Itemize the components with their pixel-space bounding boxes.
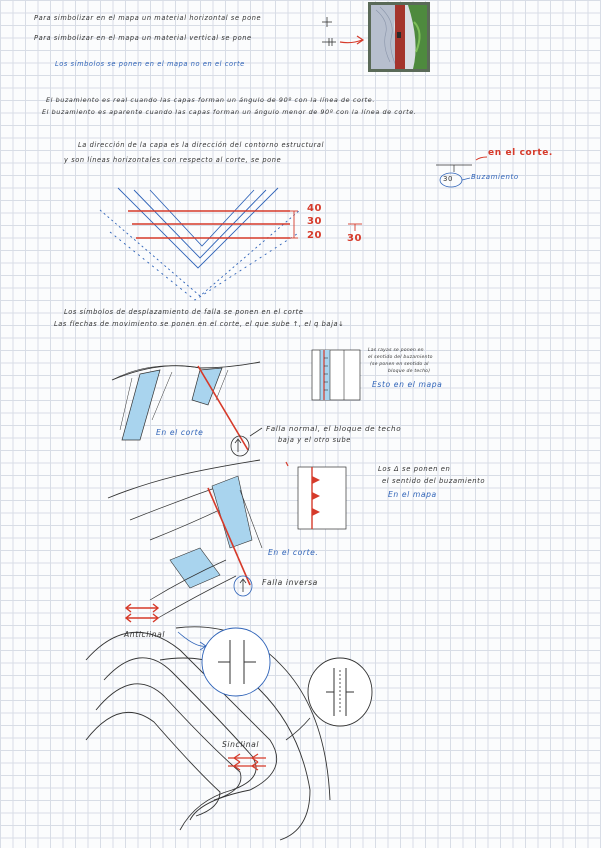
symbol-value-30: 30 [347,233,363,244]
note-dip-apparent: El buzamiento es aparente cuando las capas forman un ángulo menor de 90º con la línea de corte. [42,108,417,116]
strike-symbol [436,165,472,172]
reverse-fault-section [108,460,262,618]
label-en-corte-2: En el corte. [268,548,319,557]
note-normal-1: Falla normal, el bloque de techo [266,424,402,433]
label-syncline: Sinclinal [222,740,260,749]
contour-lines-red [128,211,290,238]
label-reverse-fault: Falla inversa [262,578,318,587]
anticline-circle [202,628,270,696]
vertical-symbol [322,38,336,46]
label-en-mapa-1: Esto en el mapa [372,380,443,389]
contour-label-20: 20 [307,230,323,241]
note-vertical: Para simbolizar en el mapa un material vertical se pone [34,34,252,42]
note-fault-1: Los símbolos de desplazamiento de falla se ponen en el corte [64,308,304,316]
arrow-to-map [340,36,363,44]
map-note-1: Las rayas se ponen en [368,348,424,353]
map-note-4: bloque de techo) [388,369,431,374]
label-anticline: Anticlinal [124,630,166,639]
arrow-to-strike [476,157,487,160]
map-note-2: el sentido del buzamiento [368,355,433,360]
contour-label-40: 40 [307,203,323,214]
label-en-corte-1: En el corte [156,428,204,437]
v-contours [100,188,300,300]
syncline-circle [308,658,372,726]
normal-fault-section [112,362,262,456]
note-triangle-1: Los Δ se ponen en [378,465,451,473]
syncline-arrows [228,754,266,770]
note-strike-2: y son líneas horizontales con respecto al corte, se pone [64,156,282,164]
note-map-caption: Los símbolos se ponen en el mapa no en el corte [55,60,245,68]
contour-label-30: 30 [307,216,323,227]
dip-label: Buzamiento [471,173,519,181]
map-symbol-panel-2 [298,467,346,529]
note-horizontal: Para simbolizar en el mapa un material horizontal se pone [34,14,262,22]
note-strike-red: en el corte. [488,148,553,158]
note-dip-true: El buzamiento es real cuando las capas forman un ángulo de 90º con la línea de corte. [46,96,375,104]
anticline-arrows [126,604,158,622]
dip-value: 30 [443,175,454,183]
note-normal-2: baja y el otro sube [278,436,351,444]
label-en-mapa-2: En el mapa [388,490,437,499]
note-strike-1: La dirección de la capa es la dirección del contorno estructural [78,141,325,149]
horizontal-symbol [322,17,332,27]
note-triangle-2: el sentido del buzamiento [382,477,486,485]
map-symbol-panel-1 [312,350,360,400]
map-note-3: (se ponen en sentido al [370,362,429,367]
note-fault-2: Las flechas de movimiento se ponen en el corte, el que sube ↑, el q baja↓ [54,320,345,328]
